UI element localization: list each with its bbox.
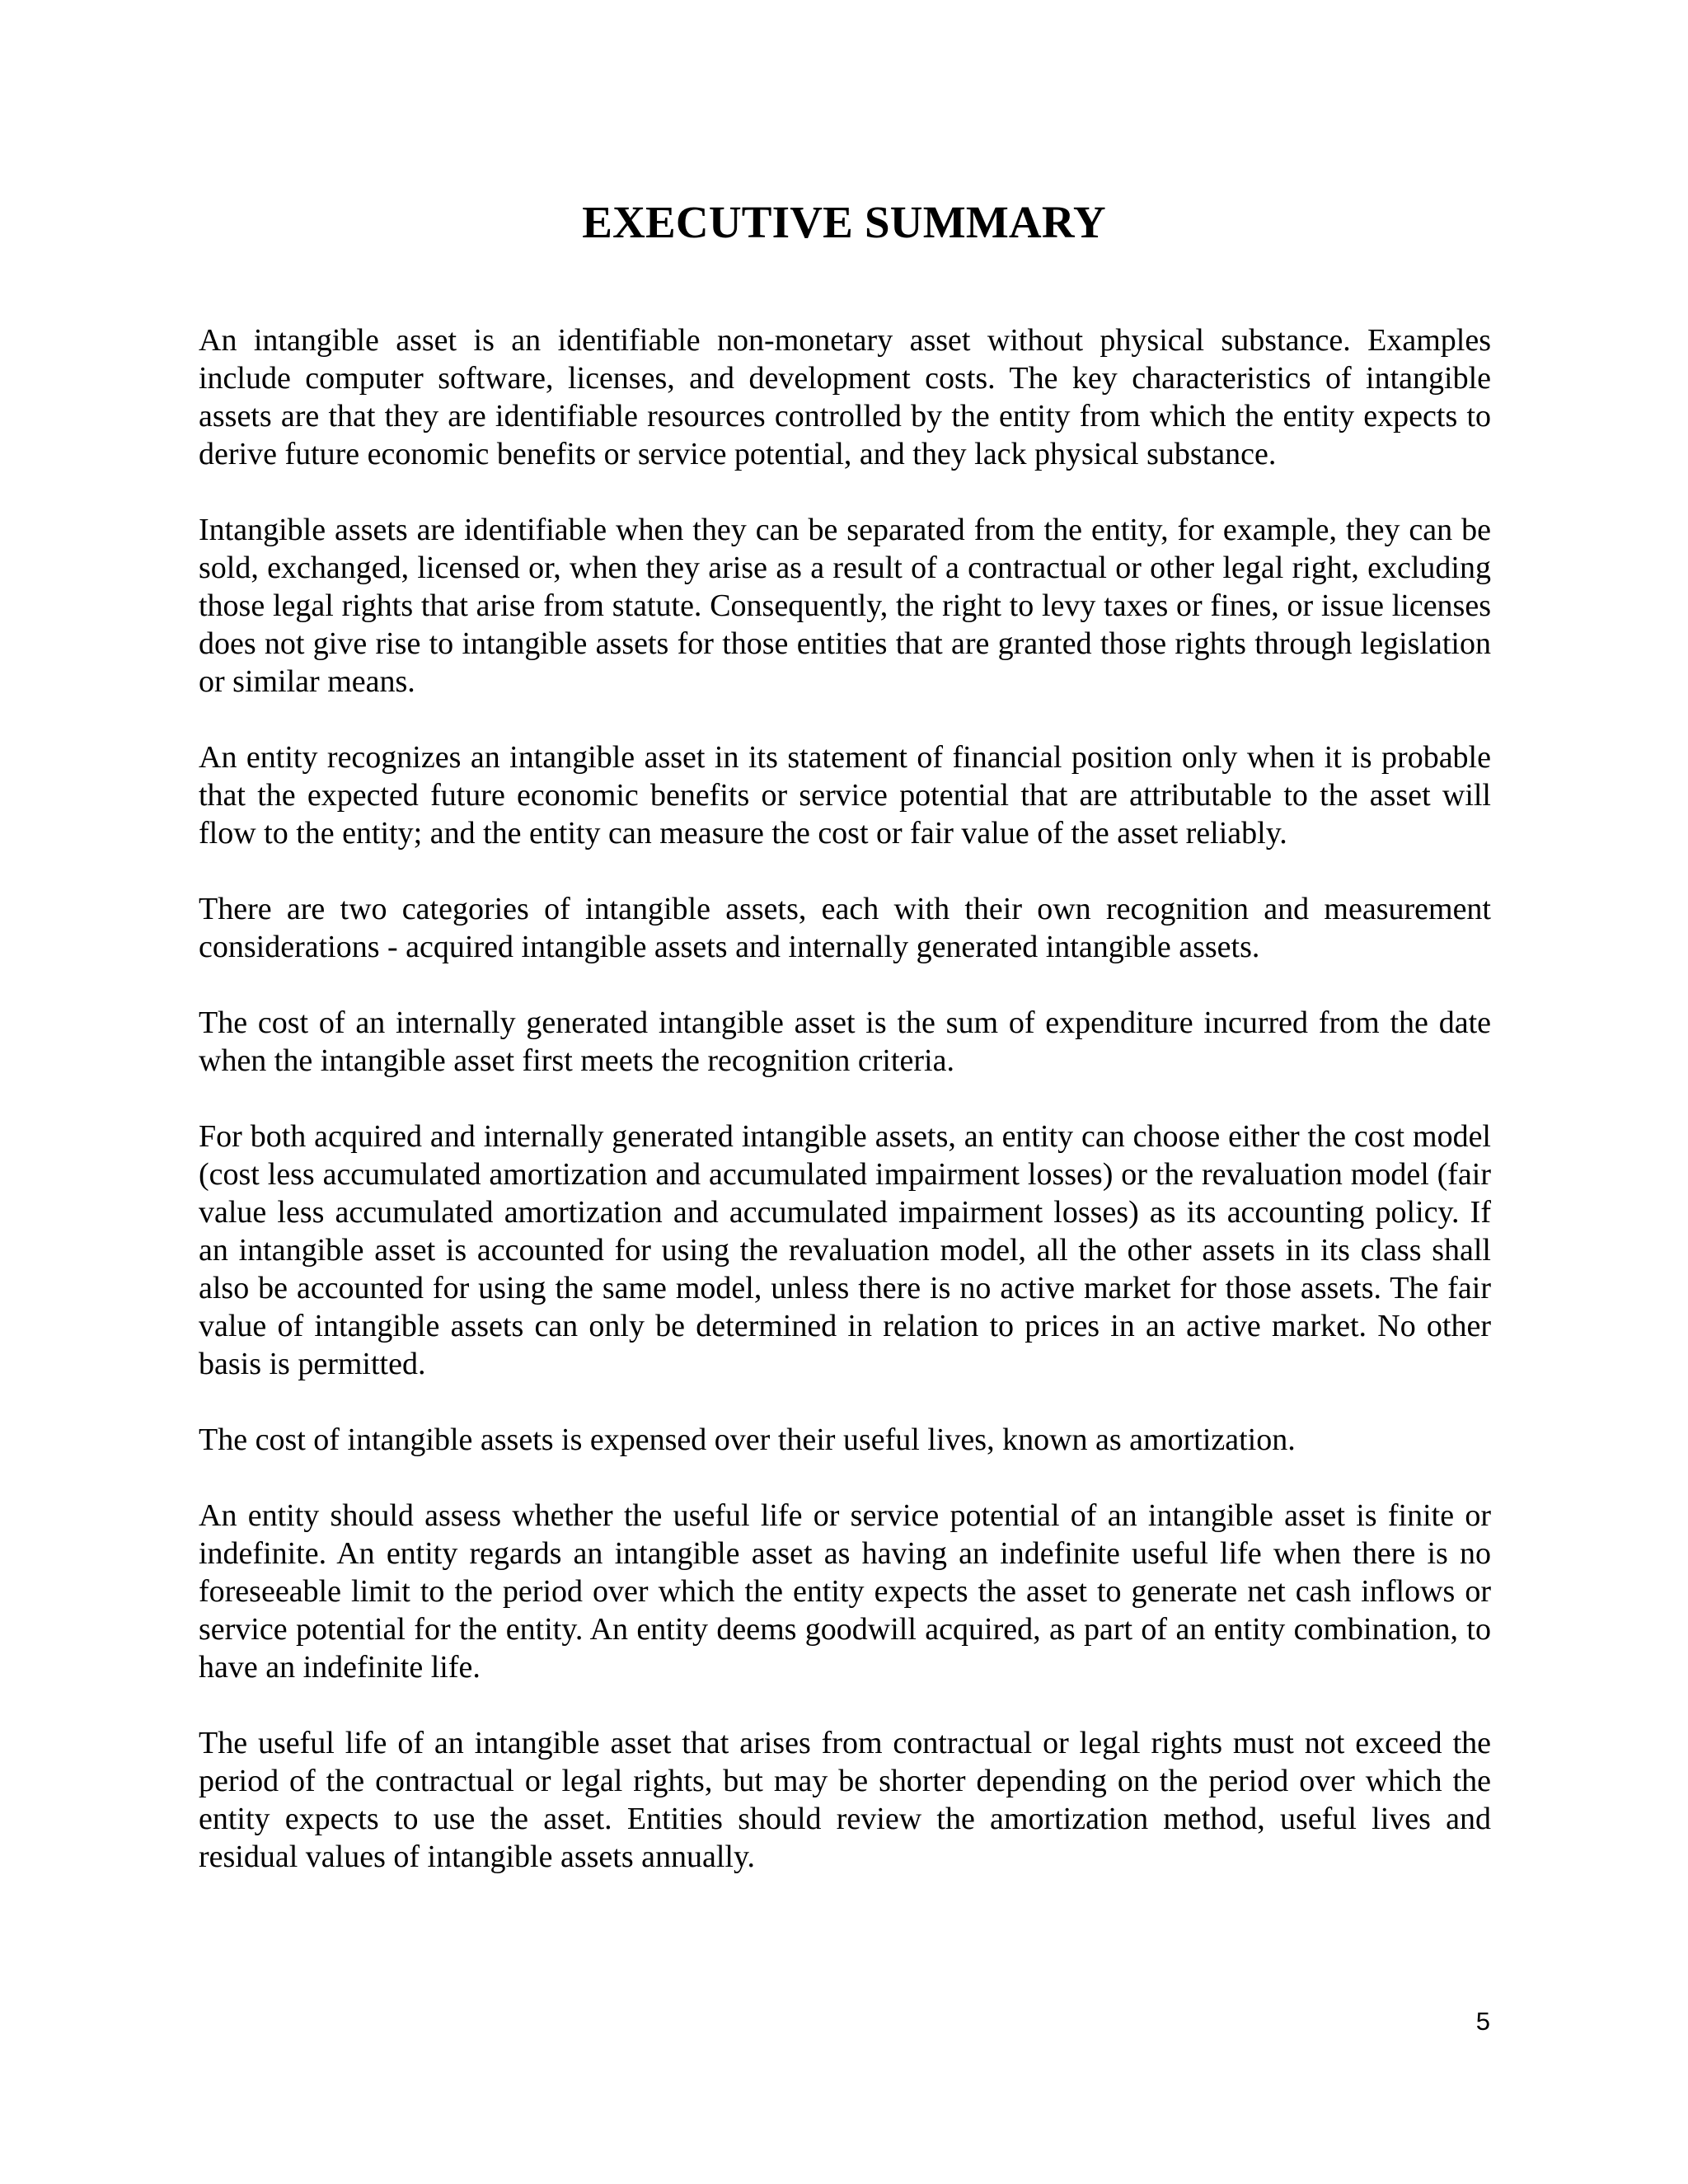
paragraph-useful-life: An entity should assess whether the useful life or service potential of an intangible asset is finite or indefinite. An entity regards an intangible asset as having an indefinite useful life when there is no foreseeable limit to the period over which the entity expects the asset to generate net cash inflows or service potential for the entity. An entity deems goodwill acquired, as part of an entity combination, to have an indefinite life. bbox=[199, 1498, 1491, 1685]
paragraph-amortization: The cost of intangible assets is expensed over their useful lives, known as amortization. bbox=[199, 1422, 1296, 1457]
paragraph-internal-cost: The cost of an internally generated intangible asset is the sum of expenditure incurred from the date when the intangible asset first meets the recognition criteria. bbox=[199, 1005, 1491, 1078]
paragraph-categories: There are two categories of intangible assets, each with their own recognition and measurement considerations - acquired intangible assets and internally generated intangible assets. bbox=[199, 892, 1491, 964]
paragraph-definition: An intangible asset is an identifiable non-monetary asset without physical substance. Examples include computer software, licenses, and development costs. The key characteristics of intangible assets are that they are identifiable resources controlled by the entity from which the entity expects to derive future economic benefits or service potential, and they lack physical substance. bbox=[199, 323, 1491, 471]
paragraph-measurement-models: For both acquired and internally generated intangible assets, an entity can choose either the cost model (cost less accumulated amortization and accumulated impairment losses) or the revaluation model (fair value less accumulated amortization and accumulated impairment losses) as its accounting policy. If an intangible asset is accounted for using the revaluation model, all the other assets in its class shall also be accounted for using the same model, unless there is no active market for those assets. The fair value of intangible assets can only be determined in relation to prices in an active market. No other basis is permitted. bbox=[199, 1119, 1491, 1381]
document-body bbox=[199, 321, 1491, 1914]
paragraph-contractual-rights: The useful life of an intangible asset that arises from contractual or legal rights must not exceed the period of the contractual or legal rights, but may be shorter depending on the period over which the entity expects to use the asset. Entities should review the amortization method, useful lives and residual values of intangible assets annually. bbox=[199, 1726, 1491, 1874]
paragraph-recognition: An entity recognizes an intangible asset in its statement of financial position only when it is probable that the expected future economic benefits or service potential that are attributable to the asset will flow to the entity; and the entity can measure the cost or fair value of the asset reliably. bbox=[199, 740, 1491, 851]
page-title: EXECUTIVE SUMMARY bbox=[582, 197, 1106, 247]
paragraph-identifiable: Intangible assets are identifiable when they can be separated from the entity, for example, they can be sold, exchanged, licensed or, when they arise as a result of a contractual or other legal right, excluding those legal rights that arise from statute. Consequently, the right to levy taxes or fines, or issue licenses does not give rise to intangible assets for those entities that are granted those rights through legislation or similar means. bbox=[199, 513, 1491, 699]
page-number: 5 bbox=[1475, 2007, 1490, 2036]
